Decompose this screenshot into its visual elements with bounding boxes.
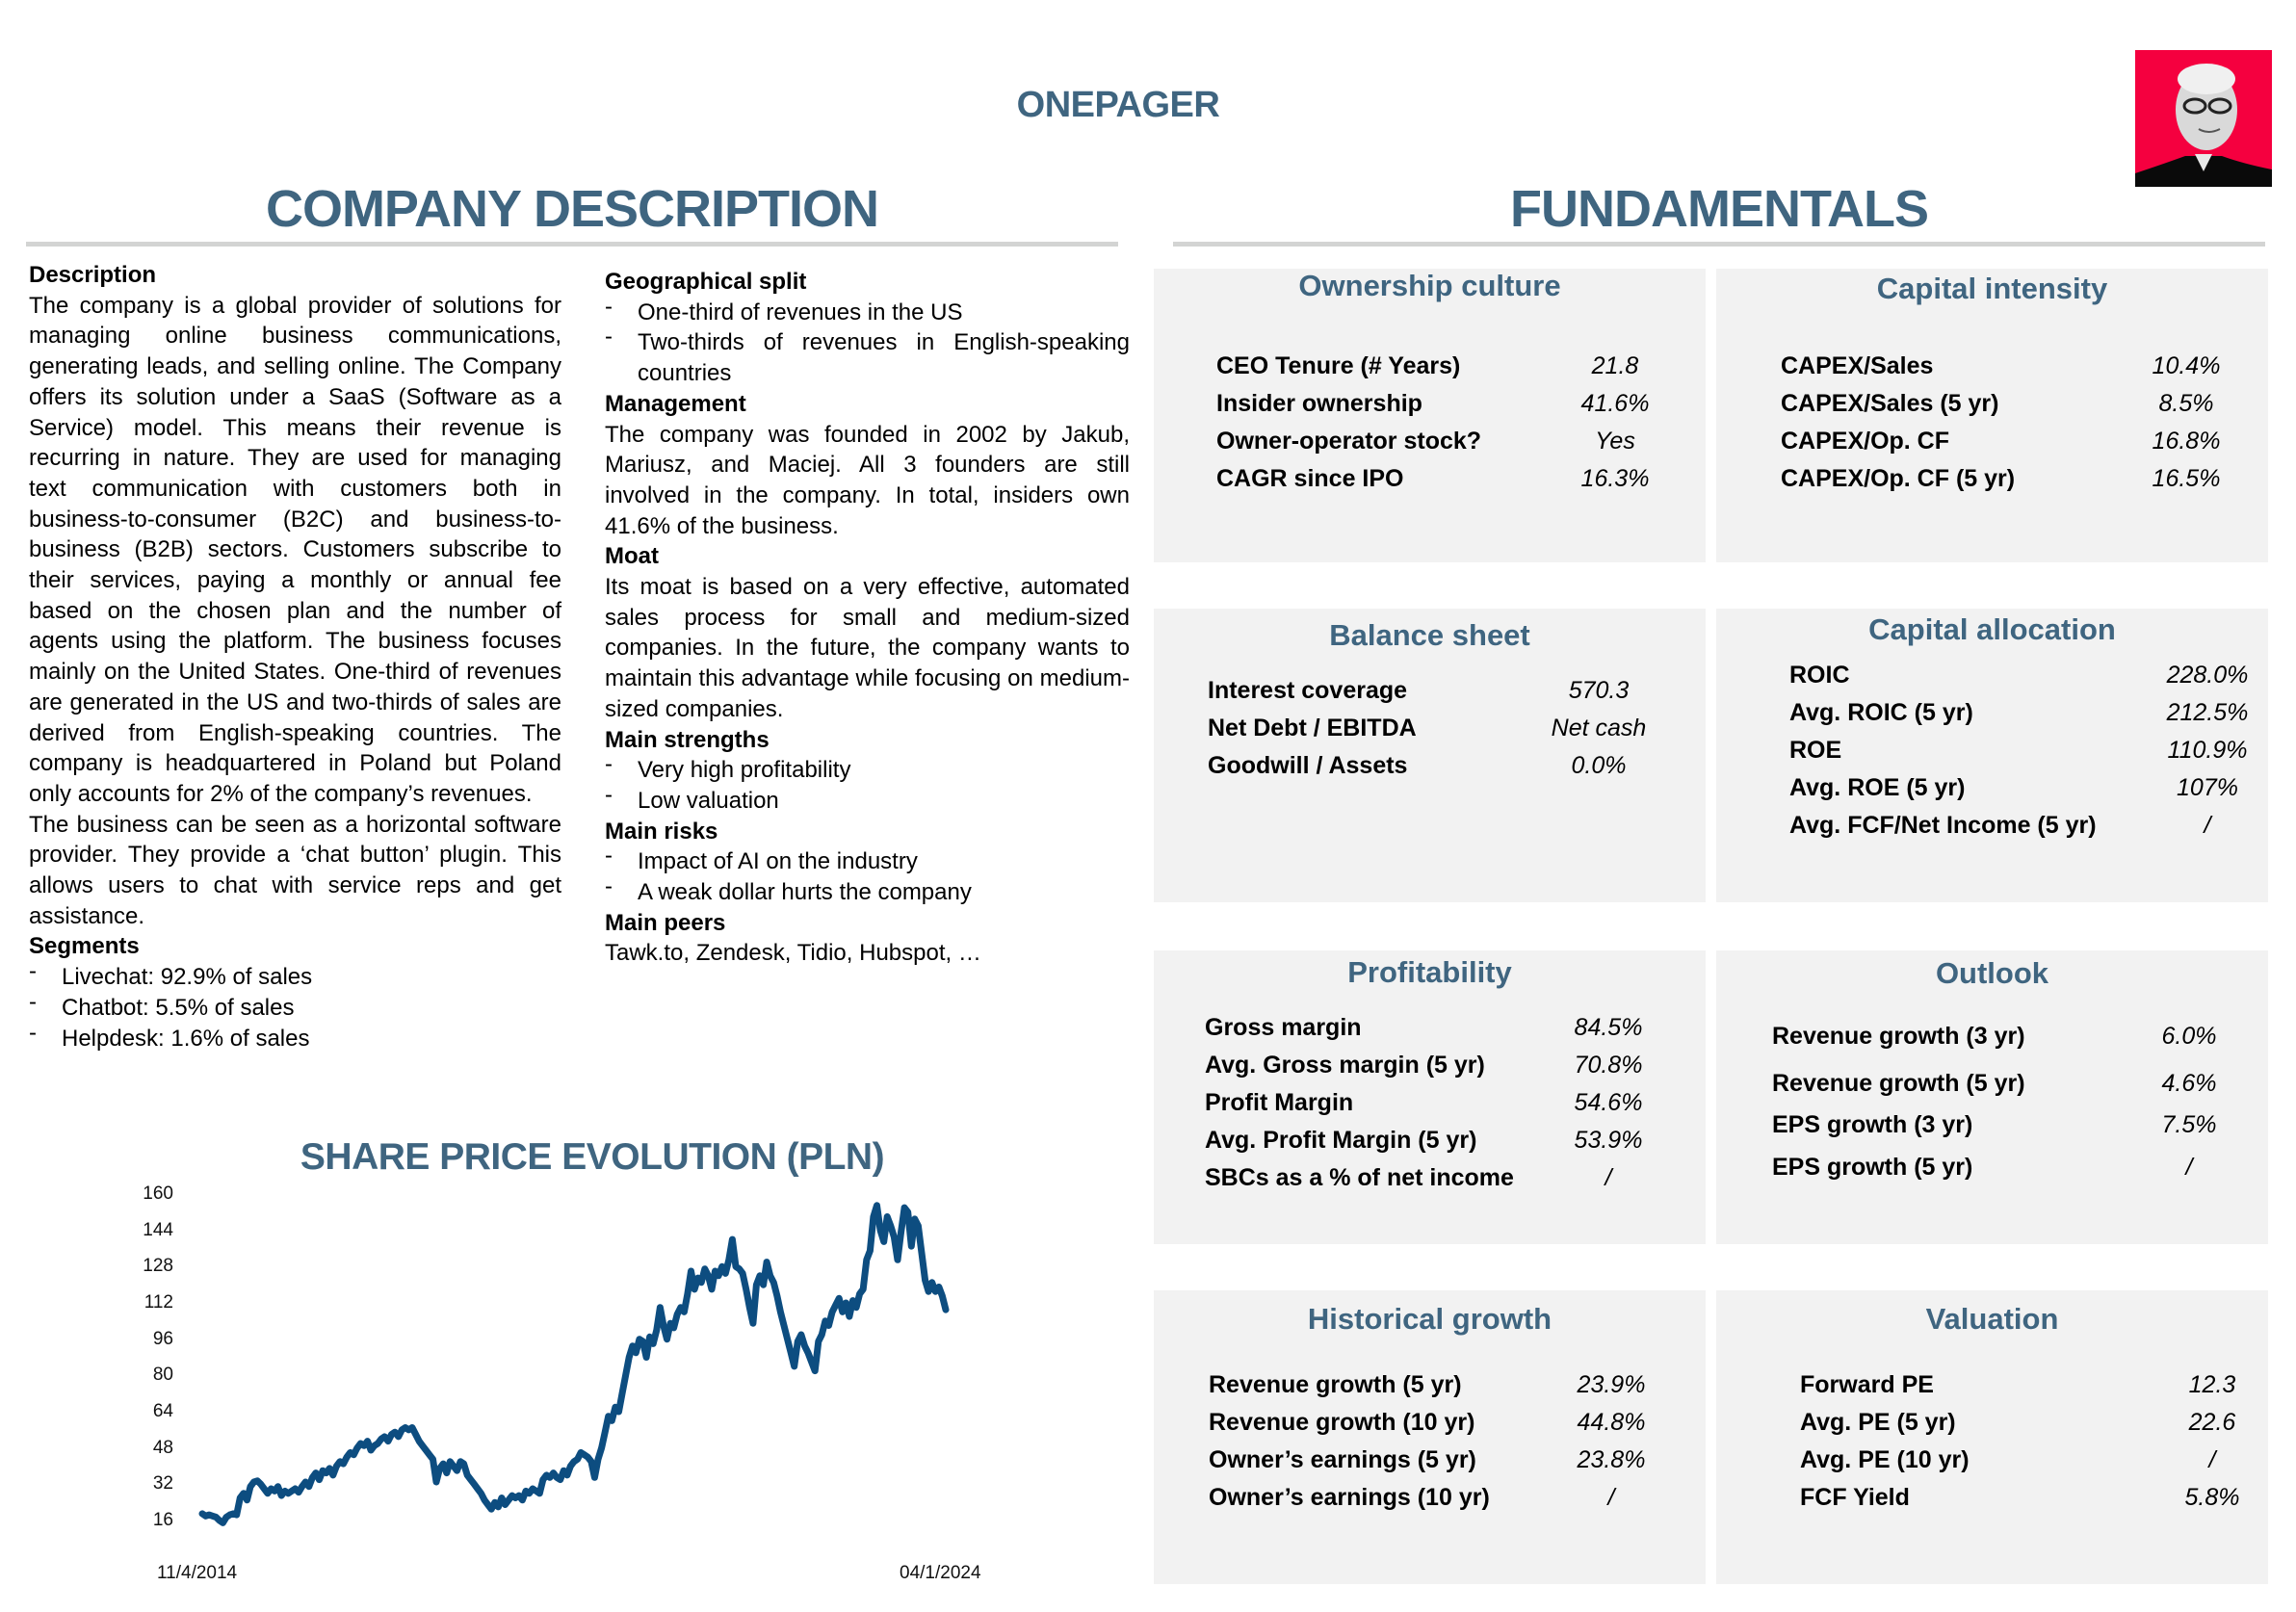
panel-title: Profitability [1347, 955, 1512, 989]
metric-row: Avg. ROE (5 yr) 107% [1789, 774, 2238, 801]
price-line [202, 1206, 946, 1523]
panel-title: Balance sheet [1329, 618, 1530, 652]
y-tick: 128 [143, 1256, 173, 1276]
dash-bullet-icon: - [29, 988, 37, 1015]
list-item: - Helpdesk: 1.6% of sales [29, 1019, 310, 1052]
metric-row: Forward PE 12.3 [1800, 1371, 2236, 1398]
moat-text: Its moat is based on a very effective, automated sales process for small and medium-sized companies. In the future, the company wants to maintain this advantage while focusing on medium-sized companies. [605, 574, 1130, 722]
y-tick: 160 [143, 1183, 173, 1204]
moat-title: Moat [605, 543, 659, 570]
dash-bullet-icon: - [605, 843, 613, 870]
metric-row: Gross margin 84.5% [1205, 1014, 1643, 1041]
section-divider-left [26, 242, 1118, 247]
y-tick: 80 [152, 1365, 173, 1385]
metric-row: Revenue growth (5 yr) 4.6% [1772, 1070, 2217, 1097]
details-column [605, 267, 1130, 969]
x-end-label: 04/1/2024 [900, 1563, 981, 1583]
segments-list [29, 958, 561, 1053]
metric-row: Owner’s earnings (5 yr) 23.8% [1209, 1446, 1646, 1473]
panel-historical-growth [1154, 1290, 1706, 1584]
dash-bullet-icon: - [29, 958, 37, 985]
metric-row: Insider ownership 41.6% [1216, 390, 1650, 417]
metric-row: SBCs as a % of net income / [1205, 1164, 1612, 1191]
company-description-heading: COMPANY DESCRIPTION [265, 180, 879, 238]
geo-split-list [605, 293, 1130, 389]
metric-row: EPS growth (5 yr) / [1772, 1154, 2193, 1181]
list-item: - Very high profitability [605, 751, 851, 784]
panel-outlook [1716, 950, 2268, 1244]
description-title: Description [29, 262, 157, 288]
segments-title: Segments [29, 933, 140, 960]
dash-bullet-icon: - [29, 1019, 37, 1046]
peers-text: Tawk.to, Zendesk, Tidio, Hubspot, … [605, 940, 981, 967]
peers-title: Main peers [605, 909, 726, 936]
x-start-label: 11/4/2014 [157, 1563, 238, 1583]
fundamentals-heading: FUNDAMENTALS [1510, 180, 1928, 238]
metric-row: Avg. PE (10 yr) / [1800, 1446, 2216, 1473]
panel-capital-intensity [1716, 269, 2268, 562]
metric-row: CAGR since IPO 16.3% [1216, 465, 1650, 492]
management-title: Management [605, 390, 746, 417]
chart-title: SHARE PRICE EVOLUTION (PLN) [300, 1136, 885, 1178]
description-paragraph-2: The business can be seen as a horizontal software provider. They provide a ‘chat button’ plugin. This allows users to chat with service reps and get assistance. [29, 811, 561, 929]
panel-capital-allocation [1716, 609, 2268, 902]
list-item: - Chatbot: 5.5% of sales [29, 988, 295, 1021]
panel-title: Capital allocation [1868, 612, 2116, 646]
y-tick: 64 [152, 1401, 173, 1421]
metric-row: Goodwill / Assets 0.0% [1208, 752, 1627, 779]
list-item: - Two-thirds of revenues in English-speaking countries [605, 324, 1130, 387]
y-tick: 16 [152, 1510, 173, 1530]
management-text: The company was founded in 2002 by Jakub, Mariusz, and Maciej. All 3 founders are still involved in the company. In total, insiders own 41.6% of the business. [605, 421, 1130, 539]
metric-row: Avg. Profit Margin (5 yr) 53.9% [1205, 1127, 1643, 1154]
y-tick: 32 [152, 1473, 173, 1494]
panel-title: Valuation [1925, 1302, 2059, 1336]
metric-row: Avg. ROIC (5 yr) 212.5% [1789, 699, 2249, 726]
list-item: - Low valuation [605, 781, 779, 814]
panel-title: Historical growth [1307, 1302, 1552, 1336]
section-divider-right [1173, 242, 2265, 247]
dash-bullet-icon: - [605, 324, 613, 351]
metric-row: CAPEX/Sales 10.4% [1781, 352, 2221, 379]
page-title: ONEPAGER [1016, 85, 1220, 125]
geo-split-title: Geographical split [605, 269, 807, 295]
description-paragraph-1: The company is a global provider of solutions for managing online business communications, generating leads, and selling online. The Company offers its solution under a SaaS (Software as a Service) model. This means their revenue is recurring in nature. They are used for managing text communication with customers both in business-to-consumer (B2C) and business-to-business (B2B) sectors. Customers subscribe to their services, paying a monthly or annual fee based on the chosen plan and the number of agents using the platform. The business focuses mainly on the United States. One-third of revenues are generated in the US and two-thirds of sales are derived from English-speaking countries. The company is headquartered in Poland but Poland only accounts for 2% of the company’s revenues. [29, 292, 561, 807]
panel-profitability [1154, 950, 1706, 1244]
panel-valuation [1716, 1290, 2268, 1584]
metric-row: Interest coverage 570.3 [1208, 677, 1630, 704]
panel-title: Ownership culture [1298, 269, 1561, 302]
metric-row: Revenue growth (5 yr) 23.9% [1209, 1371, 1646, 1398]
metric-row: CEO Tenure (# Years) 21.8 [1216, 352, 1639, 379]
metric-row: Owner-operator stock? Yes [1216, 428, 1635, 455]
metric-row: ROIC 228.0% [1789, 662, 2249, 689]
panel-title: Capital intensity [1876, 272, 2108, 305]
list-item: - Impact of AI on the industry [605, 843, 918, 875]
risks-list [605, 843, 1130, 907]
metric-row: FCF Yield 5.8% [1800, 1484, 2240, 1511]
list-item: - Livechat: 92.9% of sales [29, 958, 313, 991]
share-price-line-chart [193, 1184, 963, 1541]
strengths-title: Main strengths [605, 726, 770, 753]
metric-row: CAPEX/Op. CF (5 yr) 16.5% [1781, 465, 2221, 492]
panel-ownership-culture [1154, 269, 1706, 562]
list-item: - One-third of revenues in the US [605, 293, 963, 325]
y-tick: 96 [152, 1329, 173, 1349]
y-tick: 48 [152, 1438, 173, 1458]
strengths-list [605, 751, 1130, 816]
dash-bullet-icon: - [605, 751, 613, 778]
metric-row: Revenue growth (3 yr) 6.0% [1772, 1023, 2217, 1050]
metric-row: Avg. FCF/Net Income (5 yr) / [1789, 812, 2211, 839]
y-tick: 144 [143, 1220, 173, 1240]
metric-row: Avg. PE (5 yr) 22.6 [1800, 1409, 2236, 1436]
description-column [29, 260, 561, 1053]
investor-portrait-photo [2135, 50, 2272, 187]
dash-bullet-icon: - [605, 781, 613, 808]
y-tick: 112 [144, 1292, 173, 1313]
portrait-icon [2135, 50, 2272, 187]
risks-title: Main risks [605, 818, 718, 845]
list-item: - A weak dollar hurts the company [605, 873, 972, 906]
dash-bullet-icon: - [605, 293, 613, 320]
metric-row: CAPEX/Sales (5 yr) 8.5% [1781, 390, 2214, 417]
metric-row: CAPEX/Op. CF 16.8% [1781, 428, 2221, 455]
panel-title: Outlook [1935, 956, 2049, 990]
metric-row: Revenue growth (10 yr) 44.8% [1209, 1409, 1646, 1436]
dash-bullet-icon: - [605, 873, 613, 900]
panel-balance-sheet [1154, 609, 1706, 902]
metric-row: Profit Margin 54.6% [1205, 1089, 1643, 1116]
metric-row: Avg. Gross margin (5 yr) 70.8% [1205, 1052, 1643, 1079]
metric-row: EPS growth (3 yr) 7.5% [1772, 1111, 2217, 1138]
metric-row: ROE 110.9% [1789, 737, 2248, 764]
metric-row: Owner’s earnings (10 yr) / [1209, 1484, 1615, 1511]
metric-row: Net Debt / EBITDA Net cash [1208, 715, 1647, 741]
